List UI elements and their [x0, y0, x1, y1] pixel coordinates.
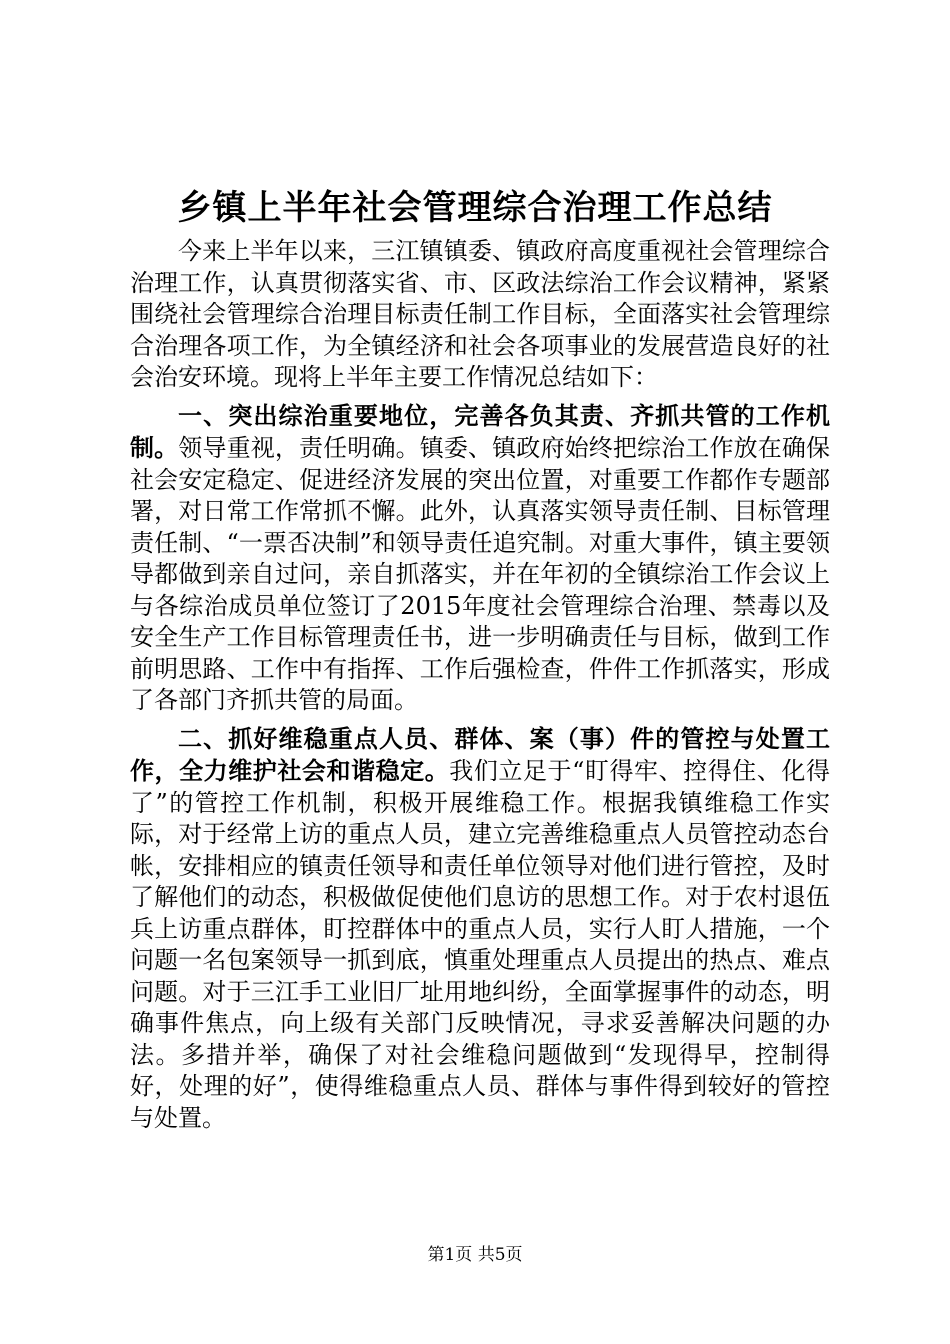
section-1-heading: 一、突出综治重要地位，完善各负其责、齐抓共管的工作机制。: [130, 400, 830, 462]
section-2-heading: 二、抓好维稳重点人员、群体、案（事）件的管控与处置工作，全力维护社会和谐稳定。: [130, 723, 830, 785]
section-2-paragraph: [130, 723, 830, 1135]
page-footer: 第1页 共5页: [427, 1245, 523, 1265]
section-2-body: 我们立足于“盯得牢、控得住、化得了”的管控工作机制，积极开展维稳工作。根据我镇维稳工作实际，对于经常上访的重点人员，建立完善维稳重点人员管控动态台帐，安排相应的镇责任领导和责任单位领导对他们进行管控，及时了解他们的动态，积极做促使他们息访的思想工作。对于农村退伍兵上访重点群体，盯控群体中的重点人员，实行人盯人措施，一个问题一名包案领导一抓到底，慎重处理重点人员提出的热点、难点问题。对于三江手工业旧厂址用地纠纷，全面掌握事件的动态，明确事件焦点，向上级有关部门反映情况，寻求妥善解决问题的办法。多措并举，确保了对社会维稳问题做到“发现得早，控制得好，处理的好”，使得维稳重点人员、群体与事件得到较好的管控与处置。: [130, 757, 830, 1132]
intro-paragraph: 今来上半年以来，三江镇镇委、镇政府高度重视社会管理综合治理工作，认真贯彻落实省、市、区政法综治工作会议精神，紧紧围绕社会管理综合治理目标责任制工作目标，全面落实社会管理综合治理各项工作，为全镇经济和社会各项事业的发展营造良好的社会治安环境。现将上半年主要工作情况总结如下：: [130, 237, 830, 391]
document-body: [130, 236, 830, 1134]
document-title: 乡镇上半年社会管理综合治理工作总结: [177, 188, 773, 228]
section-1-paragraph: [130, 400, 830, 717]
section-1-body: 领导重视，责任明确。镇委、镇政府始终把综治工作放在确保社会安定稳定、促进经济发展的突出位置，对重要工作都作专题部署，对日常工作常抓不懈。此外，认真落实领导责任制、目标管理责任制、“一票否决制”和领导责任追究制。对重大事件，镇主要领导都做到亲自过问，亲自抓落实，并在年初的全镇综治工作会议上与各综治成员单位签订了2015年度社会管理综合治理、禁毒以及安全生产工作目标管理责任书，进一步明确责任与目标，做到工作前明思路、工作中有指挥、工作后强检查，件件工作抓落实，形成了各部门齐抓共管的局面。: [130, 434, 831, 714]
